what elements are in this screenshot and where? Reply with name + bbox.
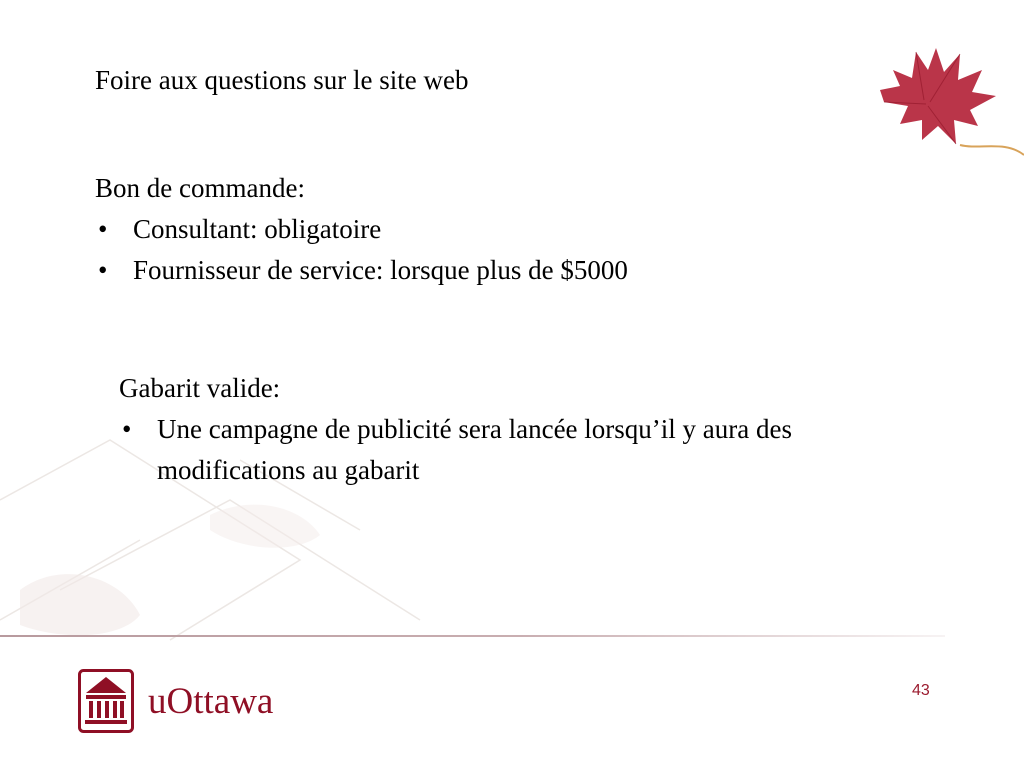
bullet-icon: •: [98, 255, 108, 285]
list-item: [95, 209, 628, 250]
page-number: 43: [912, 682, 930, 699]
bullet-icon: •: [98, 214, 108, 244]
uottawa-logo: [78, 668, 273, 734]
maple-leaf-icon: [860, 40, 1024, 160]
purchase-order-section: [95, 168, 628, 291]
section-heading: Bon de commande:: [95, 173, 305, 203]
list-item-text: Une campagne de publicité sera lancée lorsqu’il y aura des modifications au gabarit: [157, 414, 792, 485]
list-item: [95, 250, 628, 291]
university-building-icon: [78, 669, 134, 733]
bullet-icon: •: [122, 414, 132, 444]
slide-title: Foire aux questions sur le site web: [95, 65, 469, 95]
bullet-list: [119, 409, 857, 491]
list-item-text: Consultant: obligatoire: [133, 214, 382, 244]
list-item: [119, 409, 857, 491]
logo-text: uOttawa: [148, 680, 274, 722]
list-item-text: Fournisseur de service: lorsque plus de $5000: [133, 255, 628, 285]
bullet-list: [95, 209, 628, 291]
footer-divider: [0, 635, 945, 637]
section-heading: Gabarit valide:: [119, 373, 281, 403]
valid-template-section: [119, 368, 857, 491]
